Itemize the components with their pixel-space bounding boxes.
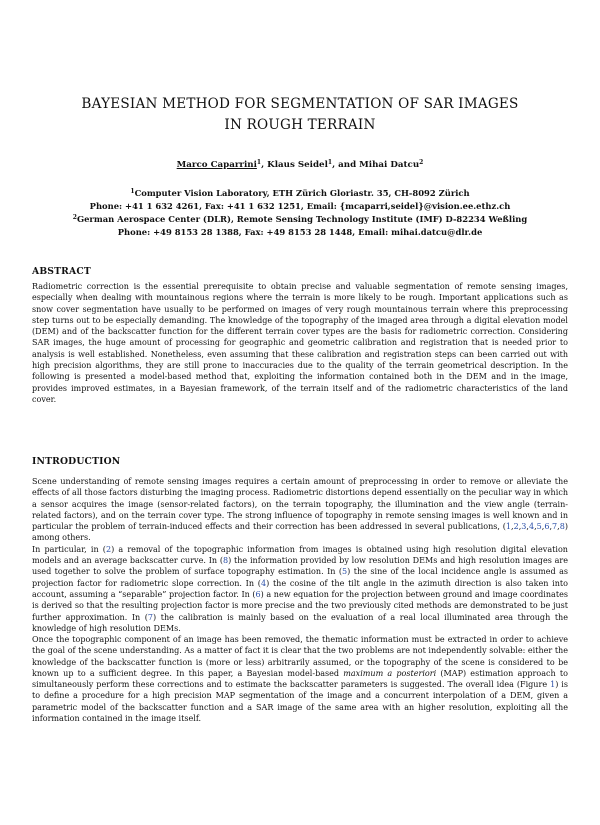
introduction-paragraph-2: Once the topographic component of an image has been removed, the thematic information must be extracted in order to achieve the goal of the scene understanding. As a matter of fact it is clear that the two problems are not independently solvable: either the knowledge of the backscatter function is (more or less) arbitrarily assumed, or the topography of the scene is considered to be known up to a sufficient degree. In this paper, a Bayesian model-based maximum a posteriori (MAP) estimation approach to simultaneously perform these corrections and to estimate the backscatter parameters is suggested. The overall idea (Figure 1) is to define a procedure for a high precision MAP segmentation of the image and a concurrent interpolation of a DEM, given a parametric model of the backscatter function and a SAR image of the same area with an higher resolution, exploiting all the information contained in the image itself. (32, 635, 568, 724)
figure-reference-link[interactable]: 1 (550, 680, 556, 690)
affiliation-1-contact: Phone: +41 1 632 4261, Fax: +41 1 632 1251, Email: {mcaparri,seidel}@vision.ee.ethz.ch (89, 201, 511, 211)
citation-link[interactable]: 4 (260, 578, 267, 588)
author-name: Mihai Datcu (359, 160, 420, 170)
affiliation-2-address: $^2$German Aerospace Center (DLR), Remote Sensing Technology Institute (IMF) D-82234 Weßling (72, 214, 528, 224)
citation-link[interactable]: 2 (105, 544, 112, 554)
abstract-text: Radiometric correction is the essential prerequisite to obtain precise and valuable segmentation of remote sensing images, especially when dealing with mountainous regions where the terrain is more likely to be rough. Important applications such as snow cover segmentation have usually to be performed on images of very rough mountainous terrain where this preprocessing step turns out to be especially demanding. The knowledge of the topography of the imaged area through a digital elevation model (DEM) and of the backscatter function for the different terrain cover types are the basis for radiometric correction. Considering SAR images, the huge amount of processing for geographic and geometric calibration and registration that is needed prior to analysis is well established. Nonetheless, even assuming that these calibration and registration steps can been carried out with high precision algorithms, they are still prone to inaccuracies due to the quality of the terrain geometrical description. In the following is presented a model-based method that, exploiting the information contained both in the DEM and in the image, provides improved estimates, in a Bayesian framework, of the terrain itself and of the radiometric characteristics of the land cover. (32, 282, 568, 404)
citation-link[interactable]: 5 (536, 522, 542, 532)
citation-link[interactable]: 6 (255, 589, 261, 599)
citation-link[interactable]: 8 (559, 522, 565, 532)
author-separator: , and (332, 160, 360, 170)
author-name: Klaus Seidel (267, 160, 328, 170)
author-separator: , (261, 160, 268, 170)
author-name: Marco Caparrini (176, 160, 257, 170)
author-affiliation-mark: 1 (327, 159, 333, 166)
title-line-1: BAYESIAN METHOD FOR SEGMENTATION OF SAR IMAGES (81, 96, 519, 112)
citation-link[interactable]: 5 (342, 567, 348, 577)
introduction-heading: INTRODUCTION (32, 456, 121, 467)
citation-link[interactable]: 6 (544, 522, 550, 532)
affiliation-mark: 2 (72, 214, 77, 221)
author-list (60, 160, 540, 170)
citation-link[interactable]: 3 (521, 522, 527, 532)
affiliation-2-contact: Phone: +49 8153 28 1388, Fax: +49 8153 28 1448, Email: mihai.datcu@dlr.de (117, 227, 483, 237)
citation-link[interactable]: 8 (222, 556, 229, 566)
introduction-paragraph-1: Scene understanding of remote sensing images requires a certain amount of preprocessing in order to remove or alleviate the effects of all those factors disturbing the imaging process. Radiometric distortions depend essentially on the peculiar way in which a sensor acquires the image (sensor-related factors), on the terrain topography, the illumination and the view angle (terrain-related factors), and on the terrain cover type. The strong influence of topography in remote sensing images is well known and in particular the problem of terrain-induced effects and their correction has been addressed in several publications, (1,2,3,4,5,6,7,8) among others. In particular, in (2) a removal of the topographic information from images is obtained using high resolution digital elevation models and an average backscatter curve. In (8) the information provided by low resolution DEMs and high resolution images are used together to solve the problem of surface topography estimation. In (5) the sine of the local incidence angle is assumed as projection factor for radiometric slope correction. In (4) the cosine of the tilt angle in the azimuth direction is also taken into account, assuming a “separable” projection factor. In (6) a new equation for the projection between ground and image coordinates is derived so that the resulting projection factor is more precise and the two previously cited methods are demonstrated to be just further approximation. In (7) the calibration is mainly based on the evaluation of a real local illuminated area through the knowledge of high resolution DEMs. (32, 477, 569, 633)
affiliation-mark: 1 (130, 188, 135, 195)
author-affiliation-mark: 2 (419, 159, 424, 166)
citation-link[interactable]: 7 (147, 612, 154, 622)
citation-link[interactable]: 4 (528, 522, 535, 532)
citation-link[interactable]: 7 (552, 522, 558, 532)
affiliation-1-address: $^1$Computer Vision Laboratory, ETH Zürich Gloriastr. 35, CH-8092 Zürich (130, 188, 470, 198)
abstract-heading: ABSTRACT (32, 266, 91, 277)
paper-title (60, 94, 540, 136)
affiliation-1 (20, 187, 580, 213)
author-affiliation-mark: 1 (256, 159, 262, 166)
citation-link[interactable]: 1 (505, 522, 512, 532)
title-line-2: IN ROUGH TERRAIN (224, 117, 376, 133)
citation-link[interactable]: 2 (513, 522, 519, 532)
affiliation-2 (20, 213, 580, 239)
